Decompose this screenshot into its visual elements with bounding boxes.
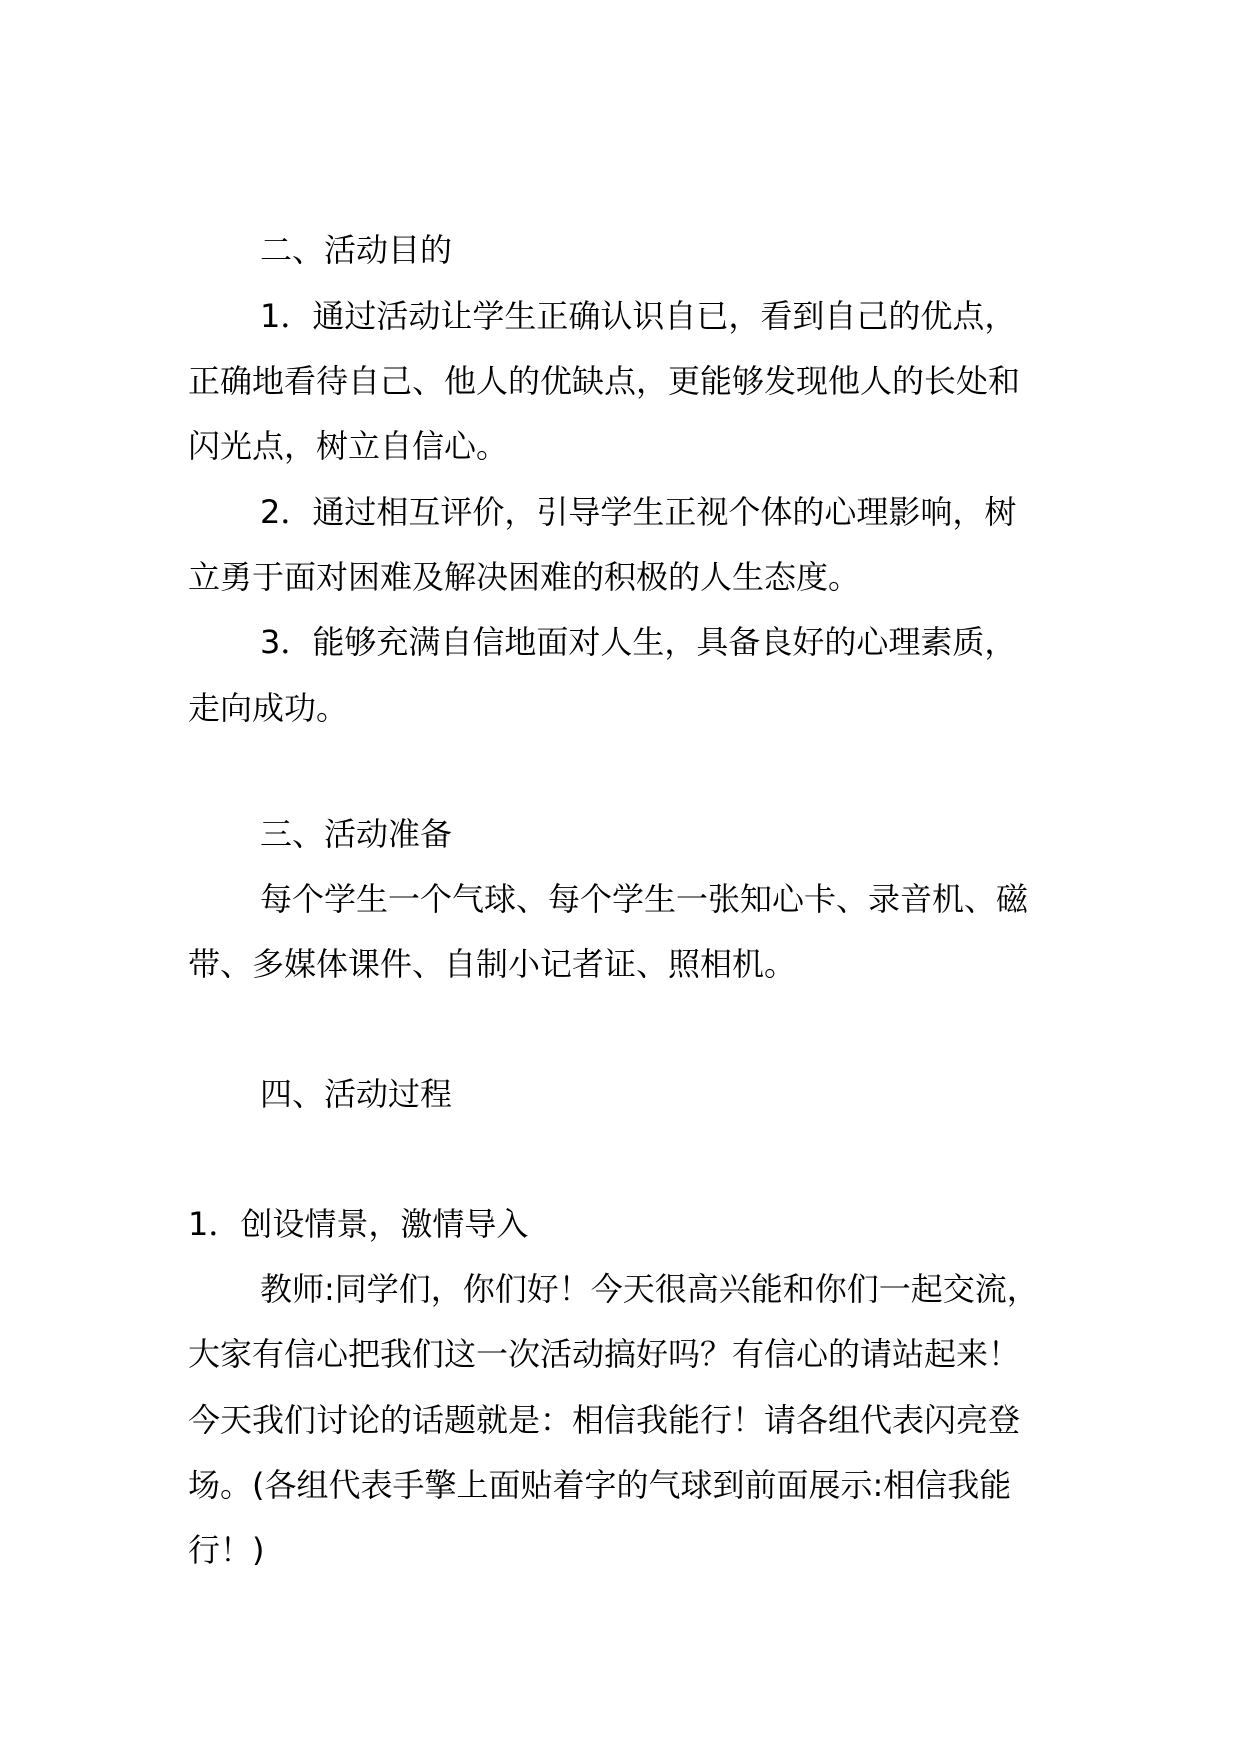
section2-item1-line1: 1．通过活动让学生正确认识自已，看到自己的优点，	[260, 297, 1017, 335]
section4-heading: 四、活动过程	[260, 1075, 453, 1113]
section2-item2-line2: 立勇于面对困难及解决困难的积极的人生态度。	[188, 558, 861, 596]
section4-para-line4: 场。(各组代表手擎上面贴着字的气球到前面展示:相信我能	[188, 1466, 1012, 1504]
section4-para-line5: 行！)	[188, 1531, 265, 1569]
section2-item2-line1: 2．通过相互评价，引导学生正视个体的心理影响，树	[260, 493, 1017, 531]
section4-para-line1: 教师:同学们，你们好！今天很高兴能和你们一起交流，	[260, 1270, 1039, 1308]
section3-para-line1: 每个学生一个气球、每个学生一张知心卡、录音机、磁	[260, 880, 1029, 918]
section3-para-line2: 带、多媒体课件、自制小记者证、照相机。	[188, 945, 797, 983]
section4-step1-heading: 1．创设情景，激情导入	[188, 1205, 529, 1243]
section2-item3-line1: 3．能够充满自信地面对人生，具备良好的心理素质，	[260, 623, 1017, 661]
section4-para-line2: 大家有信心把我们这一次活动搞好吗？有信心的请站起来！	[188, 1335, 1021, 1373]
section4-para-line3: 今天我们讨论的话题就是：相信我能行！请各组代表闪亮登	[188, 1401, 1021, 1439]
section2-item1-line3: 闪光点，树立自信心。	[188, 427, 509, 465]
section2-heading: 二、活动目的	[260, 231, 453, 269]
section3-heading: 三、活动准备	[260, 815, 453, 853]
section2-item3-line2: 走向成功。	[188, 689, 349, 727]
section2-item1-line2: 正确地看待自己、他人的优缺点，更能够发现他人的长处和	[188, 362, 1021, 400]
